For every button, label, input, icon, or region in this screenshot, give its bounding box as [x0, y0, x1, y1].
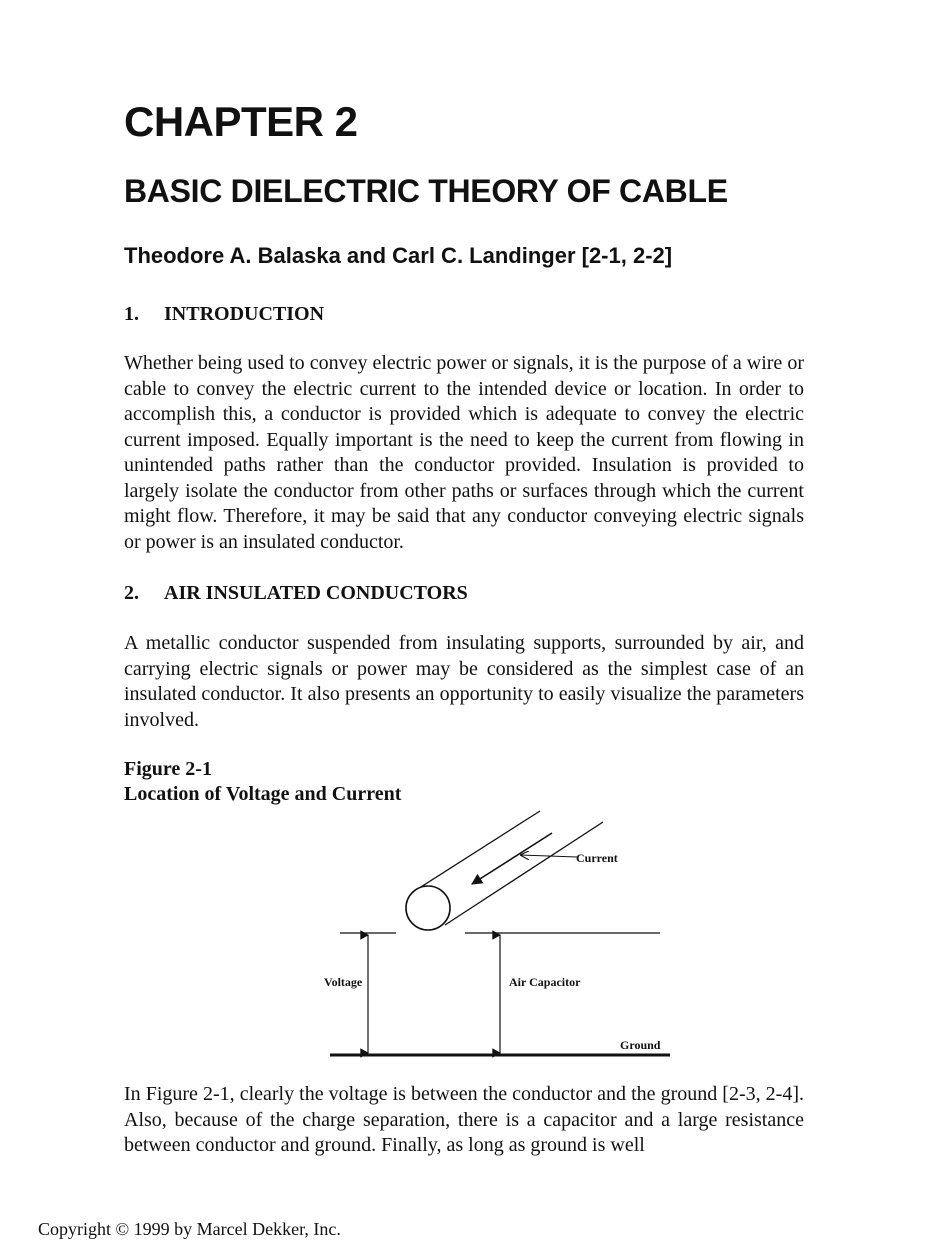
figure-title: Location of Voltage and Current [124, 783, 402, 805]
chapter-heading: CHAPTER 2 [124, 98, 358, 145]
current-label: Current [576, 851, 618, 865]
section-title: INTRODUCTION [164, 303, 325, 325]
figure-caption [124, 757, 401, 807]
voltage-label: Voltage [324, 975, 363, 989]
current-pointer [520, 855, 577, 857]
conductor [406, 811, 603, 930]
copyright-footer: Copyright © 1999 by Marcel Dekker, Inc. [38, 1219, 341, 1239]
section-number: 1. [124, 303, 139, 325]
section-heading-introduction [124, 301, 324, 327]
chapter-title: BASIC DIELECTRIC THEORY OF CABLE [124, 173, 728, 209]
air-capacitor-label: Air Capacitor [509, 975, 581, 989]
section-title: AIR INSULATED CONDUCTORS [164, 582, 468, 604]
introduction-paragraph: Whether being used to convey electric power or signals, it is the purpose of a wire or cable to convey the electric current to the intended device or location. In order to accomplish this, a conductor is provided which is adequate to convey the electric current imposed. Equally important is the need to keep the current from flowing in unintended paths rather than the conductor provided. Insulation is provided to largely isolate the conductor from other paths or surfaces through which the current might flow. Therefore, it may be said that any conductor conveying electric signals or power is an insulated conductor. [124, 352, 804, 553]
ground-label: Ground [620, 1038, 661, 1052]
figure-diagram [300, 805, 700, 1065]
figure-number: Figure 2-1 [124, 758, 212, 780]
air-insulated-paragraph: A metallic conductor suspended from insulating supports, surrounded by air, and carrying electric signals or power may be considered as the simplest case of an insulated conductor. It also presents an opportunity to easily visualize the parameters involved. [124, 632, 804, 731]
section-heading-air-insulated [124, 580, 468, 606]
chapter-authors: Theodore A. Balaska and Carl C. Landinger [2-1, 2-2] [124, 243, 673, 268]
figure-discussion-paragraph: In Figure 2-1, clearly the voltage is between the conductor and the ground [2-3, 2-4]. Also, because of the charge separation, there is a capacitor and a large resistance between conductor and ground. Finally, as long as ground is well [124, 1083, 804, 1156]
section-number: 2. [124, 582, 139, 604]
current-direction-arrow [472, 833, 552, 884]
